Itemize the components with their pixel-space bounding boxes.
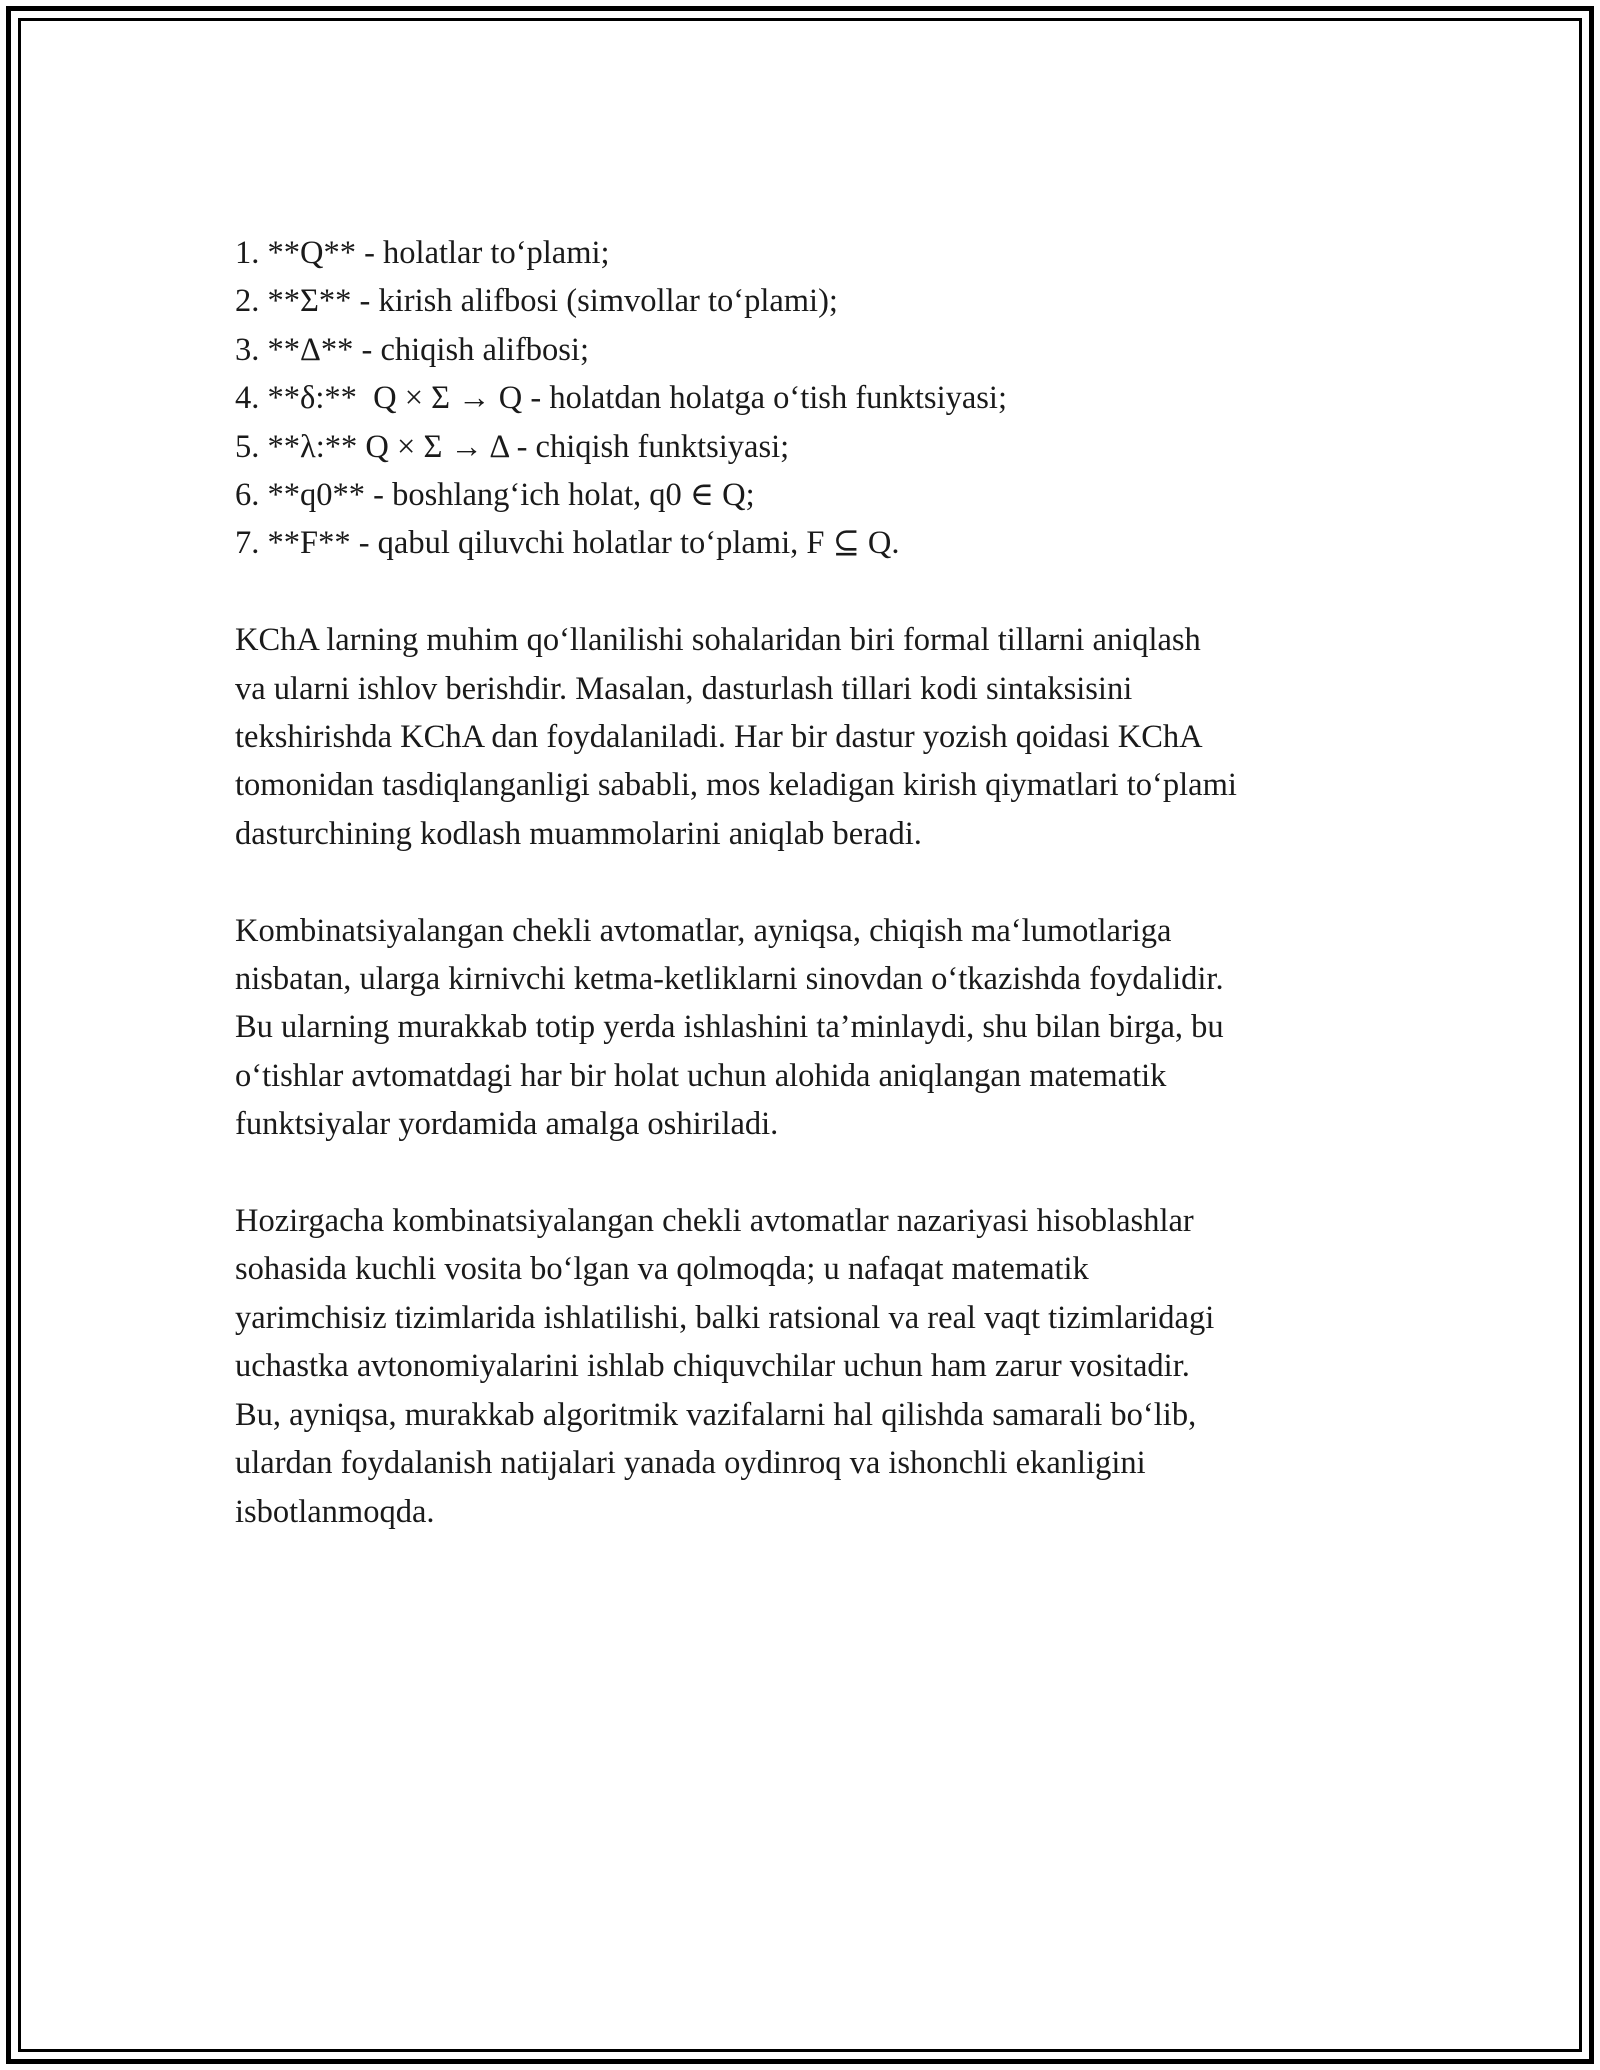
list-item: 5. **λ:** Q × Σ → Δ - chiqish funktsiyasi; <box>235 428 790 465</box>
paragraph-line: KChA larning muhim qo‘llanilishi sohalaridan biri formal tillarni aniqlash <box>235 622 1201 659</box>
paragraph-line: o‘tishlar avtomatdagi har bir holat uchun alohida aniqlangan matematik <box>235 1057 1167 1094</box>
paragraph-line: Kombinatsiyalangan chekli avtomatlar, ayniqsa, chiqish ma‘lumotlariga <box>235 912 1172 949</box>
paragraph-line: va ularni ishlov berishdir. Masalan, dasturlash tillari kodi sintaksisini <box>235 670 1133 707</box>
paragraph-line: Bu, ayniqsa, murakkab algoritmik vazifalarni hal qilishda samarali bo‘lib, <box>235 1396 1197 1433</box>
list-item: 4. **δ:** Q × Σ → Q - holatdan holatga o‘tish funktsiyasi; <box>235 380 1007 417</box>
paragraph-line: ulardan foydalanish natijalari yanada oydinroq va ishonchli ekanligini <box>235 1445 1146 1482</box>
paragraph-theory-summary <box>235 1197 1395 1536</box>
paragraph-line: dasturchining kodlash muammolarini aniqlab beradi. <box>235 815 922 852</box>
paragraph-line: nisbatan, ularga kirnivchi ketma-ketliklarni sinovdan o‘tkazishda foydalidir. <box>235 961 1224 998</box>
paragraph-line: Bu ularning murakkab totip yerda ishlashini ta’minlaydi, shu bilan birga, bu <box>235 1009 1224 1046</box>
definition-list <box>235 229 1395 568</box>
list-item: 6. **q0** - boshlang‘ich holat, q0 ∈ Q; <box>235 477 755 514</box>
list-item: 7. **F** - qabul qiluvchi holatlar to‘plami, F ⊆ Q. <box>235 525 900 562</box>
paragraph-line: yarimchisiz tizimlarida ishlatilishi, balki ratsional va real vaqt tizimlaridagi <box>235 1299 1215 1336</box>
paragraph-line: funktsiyalar yordamida amalga oshiriladi. <box>235 1106 779 1143</box>
paragraph-line: tomonidan tasdiqlanganligi sababli, mos keladigan kirish qiymatlari to‘plami <box>235 767 1237 804</box>
document-body <box>235 229 1395 1536</box>
paragraph-line: sohasida kuchli vosita bo‘lgan va qolmoqda; u nafaqat matematik <box>235 1251 1089 1288</box>
paragraph-line: Hozirgacha kombinatsiyalangan chekli avtomatlar nazariyasi hisoblashlar <box>235 1203 1194 1240</box>
paragraph-line: uchastka avtonomiyalarini ishlab chiquvchilar uchun ham zarur vositadir. <box>235 1348 1190 1385</box>
paragraph-kcha-applications <box>235 616 1395 858</box>
paragraph-combined-automata <box>235 907 1395 1149</box>
paragraph-line: tekshirishda KChA dan foydalaniladi. Har bir dastur yozish qoidasi KChA <box>235 719 1203 756</box>
paragraph-line: isbotlanmoqda. <box>235 1493 435 1530</box>
list-item: 1. **Q** - holatlar to‘plami; <box>235 235 610 271</box>
list-item: 3. **Δ** - chiqish alifbosi; <box>235 331 589 368</box>
list-item: 2. **Σ** - kirish alifbosi (simvollar to‘plami); <box>235 283 838 320</box>
